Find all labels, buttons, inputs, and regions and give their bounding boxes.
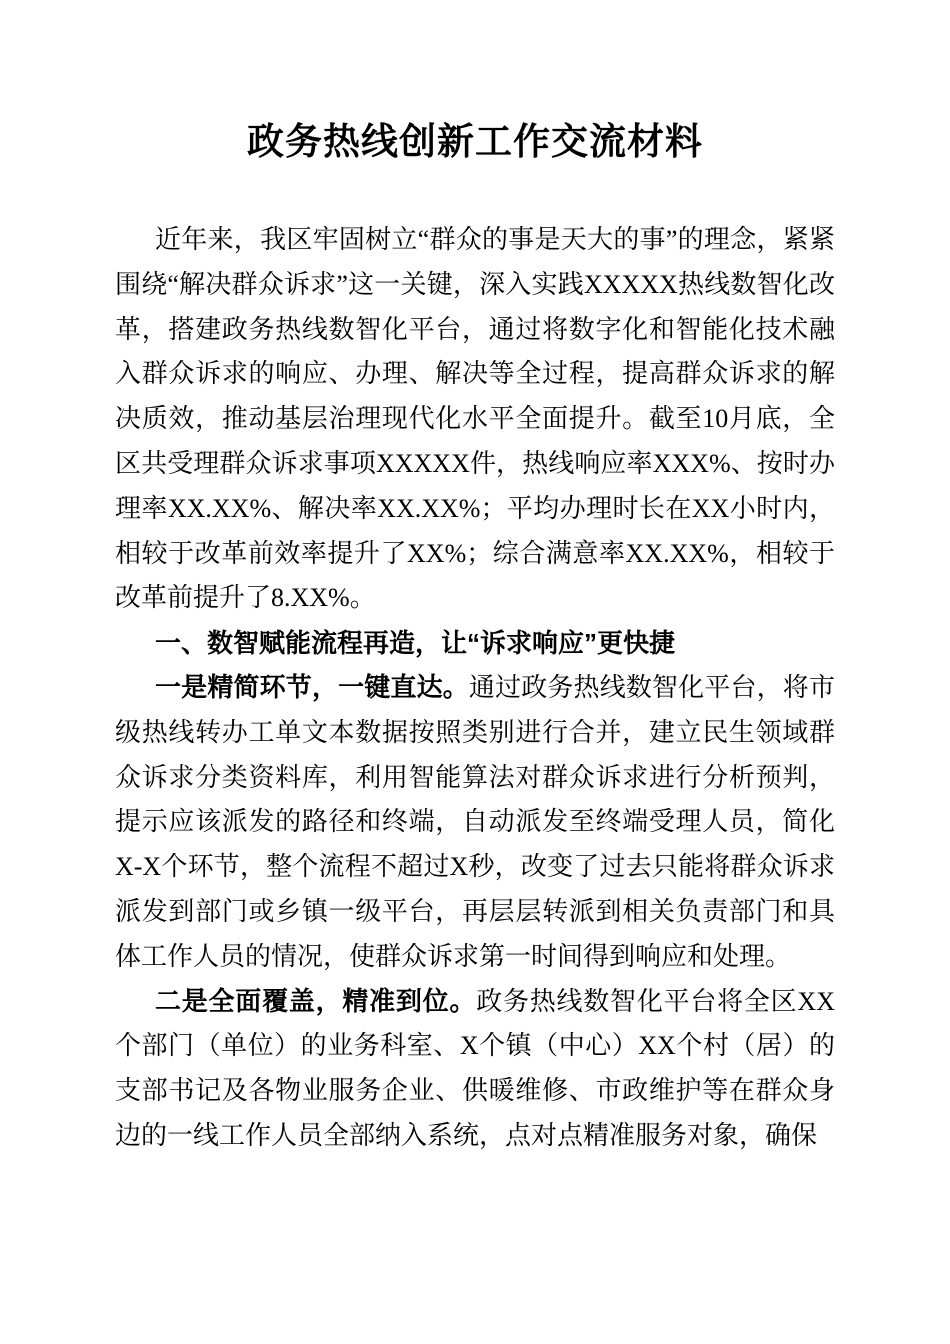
point-1-text: 通过政务热线数智化平台，将市级热线转办工单文本数据按照类别进行合并，建立民生领域群众诉求分类资料库，利用智能算法对群众诉求进行分析预判，提示应该派发的路径和终端，自动派发至终端受理人员，简化X-X个环节，整个流程不超过X秒，改变了过去只能将群众诉求派发到部门或乡镇一级平台，再层层转派到相关负责部门和具体工作人员的情况，使群众诉求第一时间得到响应和处理。 bbox=[115, 672, 835, 971]
point-1-paragraph bbox=[115, 666, 835, 980]
point-1-lead: 一是精简环节，一键直达。 bbox=[155, 672, 469, 702]
point-2-lead: 二是全面覆盖，精准到位。 bbox=[155, 986, 477, 1016]
intro-paragraph: 近年来，我区牢固树立“群众的事是天大的事”的理念，紧紧围绕“解决群众诉求”这一关键，深入实践XXXXX热线数智化改革，搭建政务热线数智化平台，通过将数字化和智能化技术融入群众诉求的响应、办理、解决等全过程，提高群众诉求的解决质效，推动基层治理现代化水平全面提升。截至10月底，全区共受理群众诉求事项XXXXX件，热线响应率XXX%、按时办理率XX.XX%、解决率XX.XX%；平均办理时长在XX小时内，相较于改革前效率提升了XX%；综合满意率XX.XX%，相较于改革前提升了8.XX%。 bbox=[115, 225, 835, 613]
point-2-text: 政务热线数智化平台将全区XX个部门（单位）的业务科室、X个镇（中心）XX个村（居）的支部书记及各物业服务企业、供暖维修、市政维护等在群众身边的一线工作人员全部纳入系统，点对点精准服务对象，确保 bbox=[115, 986, 835, 1150]
point-2-paragraph bbox=[115, 980, 835, 1159]
section-heading-1: 一、数智赋能流程再造，让“诉求响应”更快捷 bbox=[155, 628, 676, 659]
document-title: 政务热线创新工作交流材料 bbox=[247, 122, 703, 163]
